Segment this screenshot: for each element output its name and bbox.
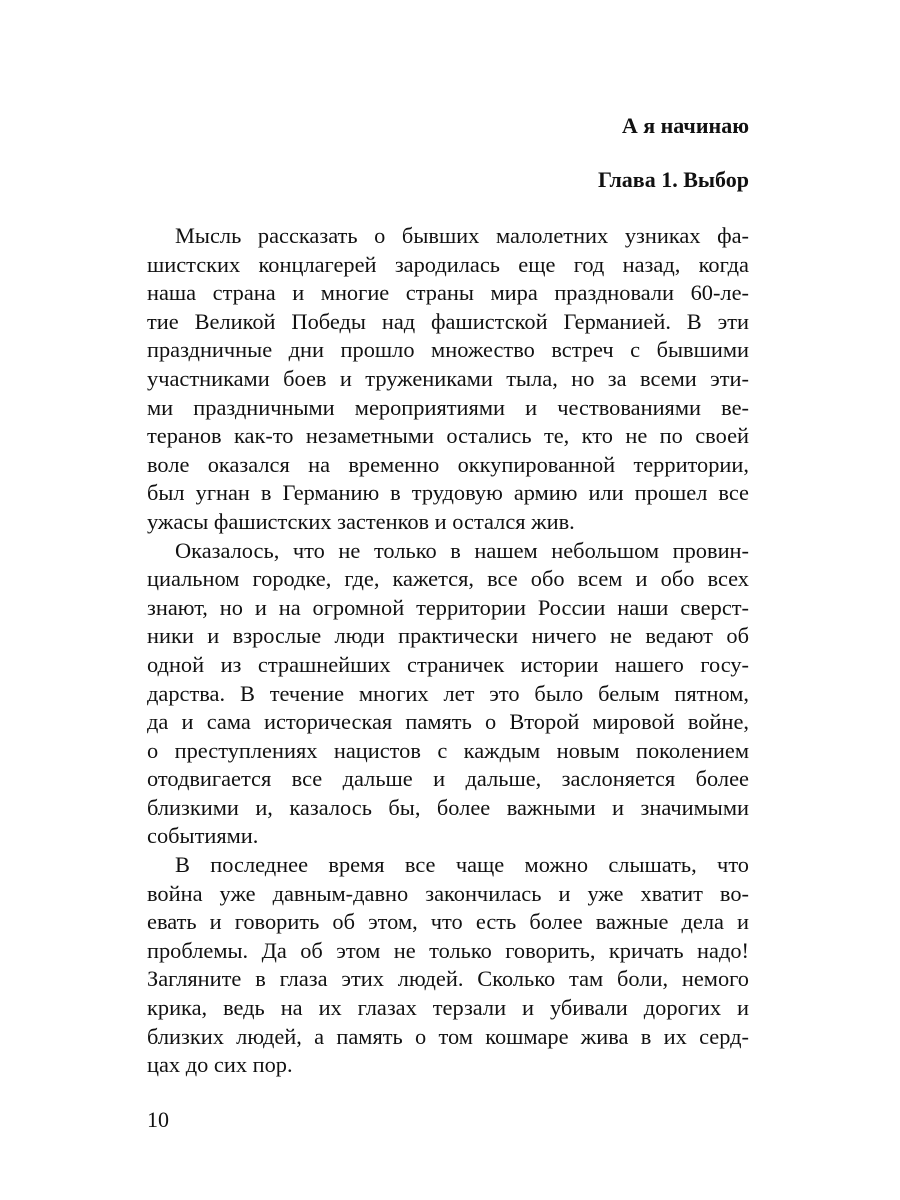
text-line: отодвигается все дальше и дальше, заслоняется более [147, 766, 749, 792]
text-line: да и сама историческая память о Второй мировой войне, [147, 709, 749, 735]
text-line: о преступлениях нацистов с каждым новым поколением [147, 737, 749, 763]
text-line: В последнее время все чаще можно слышать, что [175, 852, 749, 878]
text-line: ники и взрослые люди практически ничего не ведают об [147, 623, 749, 649]
chapter-title: Глава 1. Выбор [597, 167, 749, 192]
text-line: циальном городке, где, кажется, все обо всем и обо всех [147, 566, 749, 592]
text-line: война уже давным-давно закончилась и уже хватит во- [147, 880, 749, 906]
paragraph [147, 537, 749, 852]
paragraph [147, 851, 749, 1080]
text-line: событиями. [147, 823, 259, 849]
text-line: наша страна и многие страны мира праздновали 60-ле- [147, 280, 749, 306]
body-text [147, 222, 749, 1080]
text-line: близкими и, казалось бы, более важными и значимыми [147, 794, 749, 820]
text-line: Мысль рассказать о бывших малолетних узниках фа- [175, 223, 749, 248]
text-line: дарства. В течение многих лет это было белым пятном, [147, 680, 749, 706]
text-line: тие Великой Победы над фашистской Германией. В эти [147, 308, 749, 334]
book-page [147, 0, 749, 1200]
text-line: воле оказался на временно оккупированной территории, [147, 451, 749, 477]
text-line: близких людей, а память о том кошмаре жива в их серд- [147, 1023, 749, 1049]
text-line: был угнан в Германию в трудовую армию или прошел все [147, 480, 749, 506]
text-line: шистских концлагерей зародилась еще год назад, когда [147, 251, 749, 277]
text-line: крика, ведь на их глазах терзали и убивали дорогих и [147, 995, 749, 1021]
text-line: евать и говорить об этом, что есть более важные дела и [147, 909, 749, 935]
text-line: цах до сих пор. [147, 1052, 293, 1078]
text-line: ми праздничными мероприятиями и чествованиями ве- [147, 394, 749, 420]
text-line: праздничные дни прошло множество встреч с бывшими [147, 337, 749, 363]
page-number: 10 [147, 1107, 169, 1132]
text-line: теранов как-то незаметными остались те, кто не по своей [147, 423, 749, 449]
text-line: проблемы. Да об этом не только говорить, кричать надо! [147, 937, 749, 963]
text-line: Загляните в глаза этих людей. Сколько там боли, немого [147, 966, 749, 992]
paragraph [147, 222, 749, 537]
text-line: ужасы фашистских застенков и остался жив. [147, 508, 575, 534]
text-line: одной из страшнейших страничек истории нашего госу- [147, 651, 749, 677]
text-line: участниками боев и тружениками тыла, но за всеми эти- [147, 365, 749, 391]
text-line: знают, но и на огромной территории России наши сверст- [147, 594, 749, 620]
part-title: А я начинаю [621, 113, 749, 138]
text-line: Оказалось, что не только в нашем небольшом провин- [175, 537, 749, 563]
